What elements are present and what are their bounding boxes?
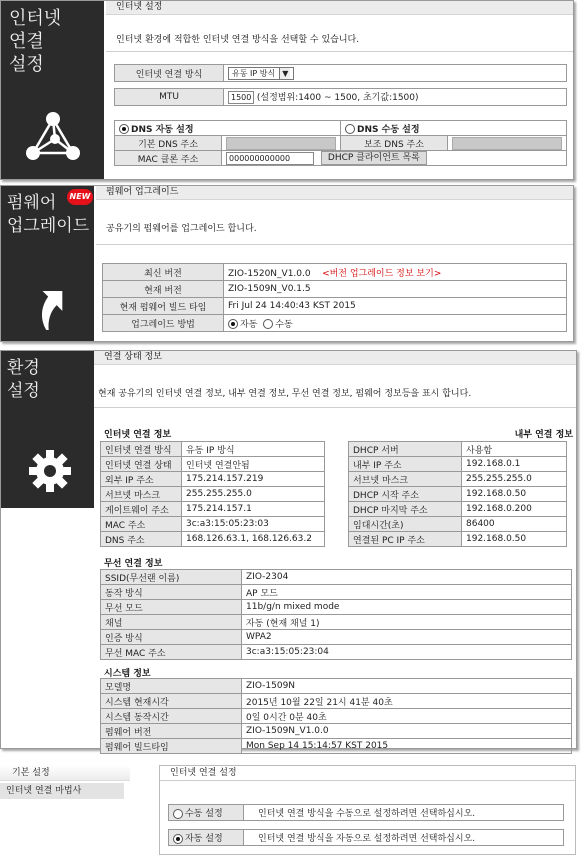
- wireless-info-table: [100, 569, 572, 660]
- upgrade-arrow-icon: [23, 278, 75, 330]
- manual-setting-label: 수동 설정: [185, 809, 223, 819]
- row-label: 임대시간(초): [349, 517, 462, 532]
- row-value: 192.168.0.200: [462, 502, 567, 517]
- mtu-label: MTU: [115, 89, 224, 106]
- internet-settings-panel: [0, 0, 574, 180]
- table-row: [101, 487, 325, 502]
- row-label: DHCP 서버: [349, 442, 462, 457]
- row-label: SSID(무선랜 이름): [101, 570, 242, 585]
- mtu-input[interactable]: 1500: [228, 91, 254, 104]
- row-value: 3c:a3:15:05:23:04: [242, 645, 572, 660]
- table-row: [101, 570, 572, 585]
- upgrade-manual-label: 수동: [275, 319, 293, 330]
- upgrade-method-label: 업그레이드 방법: [103, 315, 224, 332]
- table-row: [101, 442, 325, 457]
- dhcp-client-list-button[interactable]: DHCP 클라이언트 목록: [321, 151, 427, 165]
- mac-clone-cell: [222, 151, 567, 166]
- row-label: 모델명: [101, 679, 242, 694]
- table-row: [101, 472, 325, 487]
- conn-method-value: 유동 IP 방식: [232, 68, 276, 78]
- dns-secondary-input[interactable]: [452, 137, 562, 150]
- section-description: 현재 공유기의 인터넷 연결 정보, 내부 연결 정보, 무선 연결 정보, 펌웨어 정보등을 표시 합니다.: [98, 389, 472, 399]
- table-row: [101, 457, 325, 472]
- row-label: DHCP 시작 주소: [349, 487, 462, 502]
- row-value: Mon Sep 14 15:14:57 KST 2015: [242, 739, 572, 754]
- upgrade-auto-radio[interactable]: [228, 319, 238, 329]
- row-value: ZIO-2304: [242, 570, 572, 585]
- current-version-value: ZIO-1509N_V0.1.5: [224, 281, 567, 298]
- internet-settings-main: [106, 1, 573, 179]
- row-value: 유동 IP 방식: [182, 442, 325, 457]
- row-value: 2015년 10월 22일 21시 41분 40초: [242, 694, 572, 709]
- row-value: 사용함: [462, 442, 567, 457]
- manual-setting-cell: [169, 805, 244, 821]
- upgrade-manual-radio[interactable]: [263, 319, 273, 329]
- row-value: 192.168.0.50: [462, 532, 567, 547]
- table-row: [349, 442, 567, 457]
- table-row: [101, 585, 572, 600]
- dns-table: [114, 120, 567, 166]
- table-row: [349, 472, 567, 487]
- dns-manual-radio[interactable]: [345, 124, 355, 134]
- table-row: [101, 517, 325, 532]
- table-row: [349, 457, 567, 472]
- row-value: 3c:a3:15:05:23:03: [182, 517, 325, 532]
- row-label: 외부 IP 주소: [101, 472, 182, 487]
- sidebar-firmware: [1, 186, 94, 341]
- row-value: WPA2: [242, 630, 572, 645]
- connection-table: [114, 64, 567, 82]
- row-label: 인증 방식: [101, 630, 242, 645]
- conn-method-select[interactable]: [228, 67, 294, 80]
- auto-setting-cell: [169, 830, 244, 846]
- row-label: 인터넷 연결 방식: [101, 442, 182, 457]
- row-value: ZIO-1509N_V1.0.0: [242, 724, 572, 739]
- auto-setting-desc: 인터넷 연결 방식을 자동으로 설정하려면 선택하십시오.: [244, 830, 564, 846]
- row-label: DNS 주소: [101, 532, 182, 547]
- row-label: DHCP 마지막 주소: [349, 502, 462, 517]
- auto-setting-table: [168, 829, 564, 846]
- row-value: ZIO-1509N: [242, 679, 572, 694]
- mac-clone-input[interactable]: 000000000000: [226, 152, 314, 165]
- row-value: 192.168.0.50: [462, 487, 567, 502]
- section-header: 펌웨어 업그레이드: [96, 186, 573, 200]
- manual-setting-radio[interactable]: [173, 809, 183, 819]
- section-description: 인터넷 환경에 적합한 인터넷 연결 방식을 선택할 수 있습니다.: [116, 35, 360, 45]
- connection-status-panel: [0, 350, 577, 753]
- internal-info-title: 내부 연결 정보: [514, 430, 573, 440]
- row-label: 내부 IP 주소: [349, 457, 462, 472]
- table-row: [101, 739, 572, 754]
- table-row: [101, 679, 572, 694]
- internet-info-table: [100, 441, 325, 547]
- table-row: [103, 315, 567, 332]
- sidebar-title: 환경 설정: [7, 358, 40, 401]
- build-time-value: Fri Jul 24 14:40:43 KST 2015: [224, 298, 567, 315]
- row-label: 시스템 현재시각: [101, 694, 242, 709]
- latest-version-value: ZIO-1520N_V1.0.0: [228, 268, 311, 279]
- row-label: MAC 주소: [101, 517, 182, 532]
- table-row: [349, 532, 567, 547]
- auto-setting-label: 자동 설정: [185, 834, 223, 844]
- dns-secondary-cell: [448, 136, 567, 151]
- conn-method-cell: [224, 65, 567, 82]
- row-label: 무선 MAC 주소: [101, 645, 242, 660]
- row-value: 168.126.63.1, 168.126.63.2: [182, 532, 325, 547]
- new-badge: NEW: [67, 189, 93, 205]
- section-header: 인터넷 연결 설정: [160, 766, 575, 781]
- sidebar-internet: [1, 1, 104, 179]
- table-row: [101, 532, 325, 547]
- table-row: [101, 709, 572, 724]
- divider: [94, 407, 576, 408]
- section-header: 인터넷 설정: [106, 1, 573, 15]
- firmware-main: [96, 186, 573, 341]
- table-row: [101, 724, 572, 739]
- dns-manual-cell: [341, 121, 567, 136]
- table-row: [101, 645, 572, 660]
- row-label: 연결된 PC IP 주소: [349, 532, 462, 547]
- row-value: 192.168.0.1: [462, 457, 567, 472]
- row-label: 서브넷 마스크: [349, 472, 462, 487]
- section-description: 공유기의 펌웨어를 업그레이드 합니다.: [106, 224, 257, 234]
- row-value: 11b/g/n mixed mode: [242, 600, 572, 615]
- row-value: 0일 0시간 0분 40초: [242, 709, 572, 724]
- row-label: 채널: [101, 615, 242, 630]
- current-version-label: 현재 버전: [103, 281, 224, 298]
- wizard-panel: [159, 765, 576, 855]
- internet-info-title: 인터넷 연결 정보: [104, 430, 172, 440]
- table-row: [103, 281, 567, 298]
- firmware-table: [102, 263, 567, 332]
- latest-version-cell: [224, 264, 567, 281]
- mtu-cell: [224, 89, 567, 106]
- mac-clone-label: MAC 클론 주소: [115, 151, 222, 166]
- dns-manual-label: DNS 수동 설정: [357, 124, 420, 135]
- table-row: [101, 630, 572, 645]
- table-row: [101, 615, 572, 630]
- sidebar-title: 인터넷 연결 설정: [9, 8, 62, 75]
- conn-method-label: 인터넷 연결 방식: [115, 65, 224, 82]
- dns-primary-input[interactable]: [226, 137, 336, 150]
- dns-auto-radio[interactable]: [119, 124, 129, 134]
- row-value: 인터넷 연결안됨: [182, 457, 325, 472]
- row-label: 게이트웨이 주소: [101, 502, 182, 517]
- table-row: [349, 487, 567, 502]
- upgrade-method-cell: [224, 315, 567, 332]
- section-header: 연결 상태 정보: [94, 351, 576, 365]
- gear-icon: [27, 448, 73, 494]
- build-time-label: 현재 펌웨어 빌드 타임: [103, 298, 224, 315]
- system-info-table: [100, 678, 572, 754]
- table-row: [101, 502, 325, 517]
- table-row: [101, 600, 572, 615]
- table-row: [349, 517, 567, 532]
- row-label: 인터넷 연결 상태: [101, 457, 182, 472]
- auto-setting-radio[interactable]: [173, 834, 183, 844]
- manual-setting-table: [168, 804, 564, 821]
- row-value: AP 모드: [242, 585, 572, 600]
- wizard-menu: [0, 765, 130, 825]
- row-value: 86400: [462, 517, 567, 532]
- table-row: [103, 298, 567, 315]
- internal-info-table: [348, 441, 567, 547]
- version-info-link[interactable]: <버전 업그레이드 정보 보기>: [322, 268, 442, 279]
- row-label: 서브넷 마스크: [101, 487, 182, 502]
- divider: [96, 244, 573, 245]
- row-label: 무선 모드: [101, 600, 242, 615]
- upgrade-auto-label: 자동: [240, 319, 258, 330]
- dns-auto-label: DNS 자동 설정: [131, 124, 194, 135]
- status-main: [94, 351, 576, 753]
- row-value: 자동 (현재 채널 1): [242, 615, 572, 630]
- table-row: [349, 502, 567, 517]
- dns-secondary-label: 보조 DNS 주소: [341, 136, 448, 151]
- row-value: 175.214.157.1: [182, 502, 325, 517]
- network-icon: [23, 109, 83, 164]
- row-value: 255.255.255.0: [182, 487, 325, 502]
- menu-item-internet-wizard[interactable]: 인터넷 연결 마법사: [0, 783, 124, 799]
- divider: [106, 51, 573, 52]
- mtu-table: [114, 88, 567, 106]
- row-label: 펌웨어 버전: [101, 724, 242, 739]
- row-label: 시스템 동작시간: [101, 709, 242, 724]
- dns-auto-cell: [115, 121, 341, 136]
- row-value: 175.214.157.219: [182, 472, 325, 487]
- latest-version-label: 최신 버전: [103, 264, 224, 281]
- row-value: 255.255.255.0: [462, 472, 567, 487]
- manual-setting-desc: 인터넷 연결 방식을 수동으로 설정하려면 선택하십시오.: [244, 805, 564, 821]
- firmware-upgrade-panel: [0, 185, 574, 342]
- dns-primary-label: 기본 DNS 주소: [115, 136, 222, 151]
- chevron-down-icon: ▼: [279, 68, 290, 79]
- sidebar-title: 펌웨어 업그레이드: [7, 193, 90, 236]
- sidebar-settings: [1, 351, 94, 508]
- dns-primary-cell: [222, 136, 341, 151]
- table-row: [101, 694, 572, 709]
- system-info-title: 시스템 정보: [104, 669, 151, 679]
- table-row: [103, 264, 567, 281]
- wireless-info-title: 무선 연결 정보: [104, 559, 163, 569]
- row-label: 동작 방식: [101, 585, 242, 600]
- mtu-hint: (설정범위:1400 ~ 1500, 초기값:1500): [256, 93, 419, 103]
- row-label: 펌웨어 빌드타임: [101, 739, 242, 754]
- menu-header: 기본 설정: [0, 765, 130, 781]
